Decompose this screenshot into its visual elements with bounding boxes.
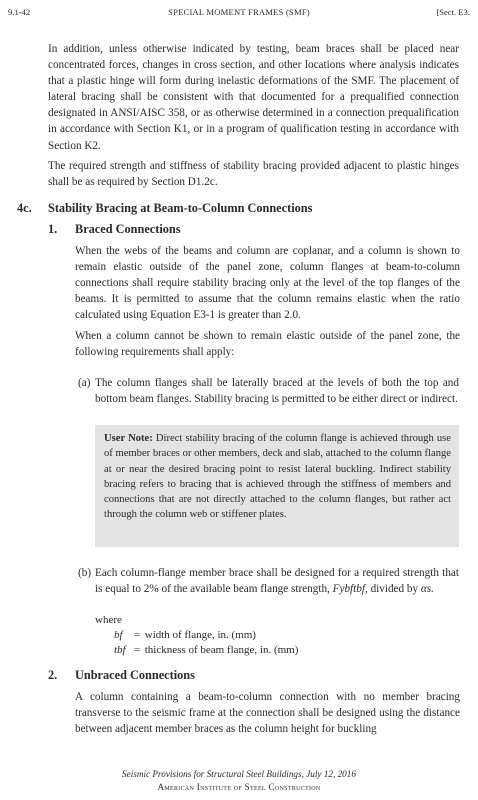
item-b-text [95,565,459,597]
where-label: where [95,614,122,626]
item-b-formula: Fybftbf, [332,583,368,596]
footer-publication: Seismic Provisions for Structural Steel Buildings, July 12, 2016 [122,769,356,779]
item-b-label: (b) [78,567,92,579]
subsection-2-heading [48,667,448,683]
definition-equals: = [134,629,141,641]
subsection-1-number: 1. [48,222,58,236]
user-note-label: User Note: [104,433,153,444]
definition-symbol: bf [114,629,123,641]
section-4c-number: 4c. [17,201,32,215]
subsection-1-title: Braced Connections [75,222,181,236]
page-header [0,7,478,21]
item-b-text-before: Each column-flange member brace shall be designed for a required strength that is equal to 2% of the available beam flange strength, [95,567,459,596]
item-a-text: The column flanges shall be laterally braced at the levels of both the top and bottom beam flanges. Stability bracing is permitted to be either direct or indirect. [95,377,459,406]
definition-row [114,642,298,658]
subsection-2-number: 2. [48,668,58,682]
user-note-box [95,425,459,547]
footer-publisher: American Institute of Steel Construction [157,782,321,792]
braced-paragraph-1: When the webs of the beams and column are coplanar, and a column is shown to remain elastic outside of the panel zone, column flanges at beam-to-column connections shall require stability bracing only at the level of the top flanges of the beams. It is permitted to assume that the column remains elastic when the ratio calculated using Equation E3-1 is greater than 2.0. [75,245,460,322]
section-4c-heading [17,200,457,216]
item-a-label: (a) [78,377,91,389]
running-title: SPECIAL MOMENT FRAMES (SMF) [168,7,310,17]
section-reference: [Sect. E3. [436,7,470,17]
item-b-divisor: αs. [420,583,434,596]
definition-text: thickness of beam flange, in. (mm) [144,644,299,656]
intro-paragraph-1: In addition, unless otherwise indicated by testing, beam braces shall be placed near concentrated forces, changes in cross section, and other locations where analysis indicates that a plastic hinge will form during inelastic deformations of the SMF. The placement of lateral bracing shall be consistent with that documented for a prequalified connection designated in ANSI/AISC 358, or as otherwise determined in a connection prequalification in accordance with Section K1, or in a program of qualification testing in accordance with Section K2. [48,43,459,152]
braced-paragraph-2: When a column cannot be shown to remain elastic outside of the panel zone, the following requirements shall apply: [75,330,460,359]
section-4c-title: Stability Bracing at Beam-to-Column Connections [48,201,313,215]
page-number: 9.1-42 [8,7,31,17]
item-b-text-after: divided by [370,583,419,596]
definition-equals: = [134,644,141,656]
user-note-text: Direct stability bracing of the column flange is achieved through use of member braces or other members, deck and slab, attached to the column flange at or near the desired bracing point to resist lateral buckling. Indirect stability bracing refers to bracing that is achieved through the stiffness of members and connections that are not directly attached to the column flanges, but rather act through the column web or stiffener plates. [104,433,451,521]
subsection-1-heading [48,221,448,237]
intro-paragraph-2: The required strength and stiffness of stability bracing provided adjacent to plastic hinges shall be as required by Section D1.2c. [48,160,459,189]
definition-symbol: tbf [114,644,126,656]
subsection-2-title: Unbraced Connections [75,668,195,682]
unbraced-paragraph-1: A column containing a beam-to-column connection with no member bracing transverse to the seismic frame at the connection shall be designed using the distance between adjacent member braces as the column height for buckling [75,691,460,736]
definition-row [114,627,256,643]
definition-text: width of flange, in. (mm) [144,629,256,641]
